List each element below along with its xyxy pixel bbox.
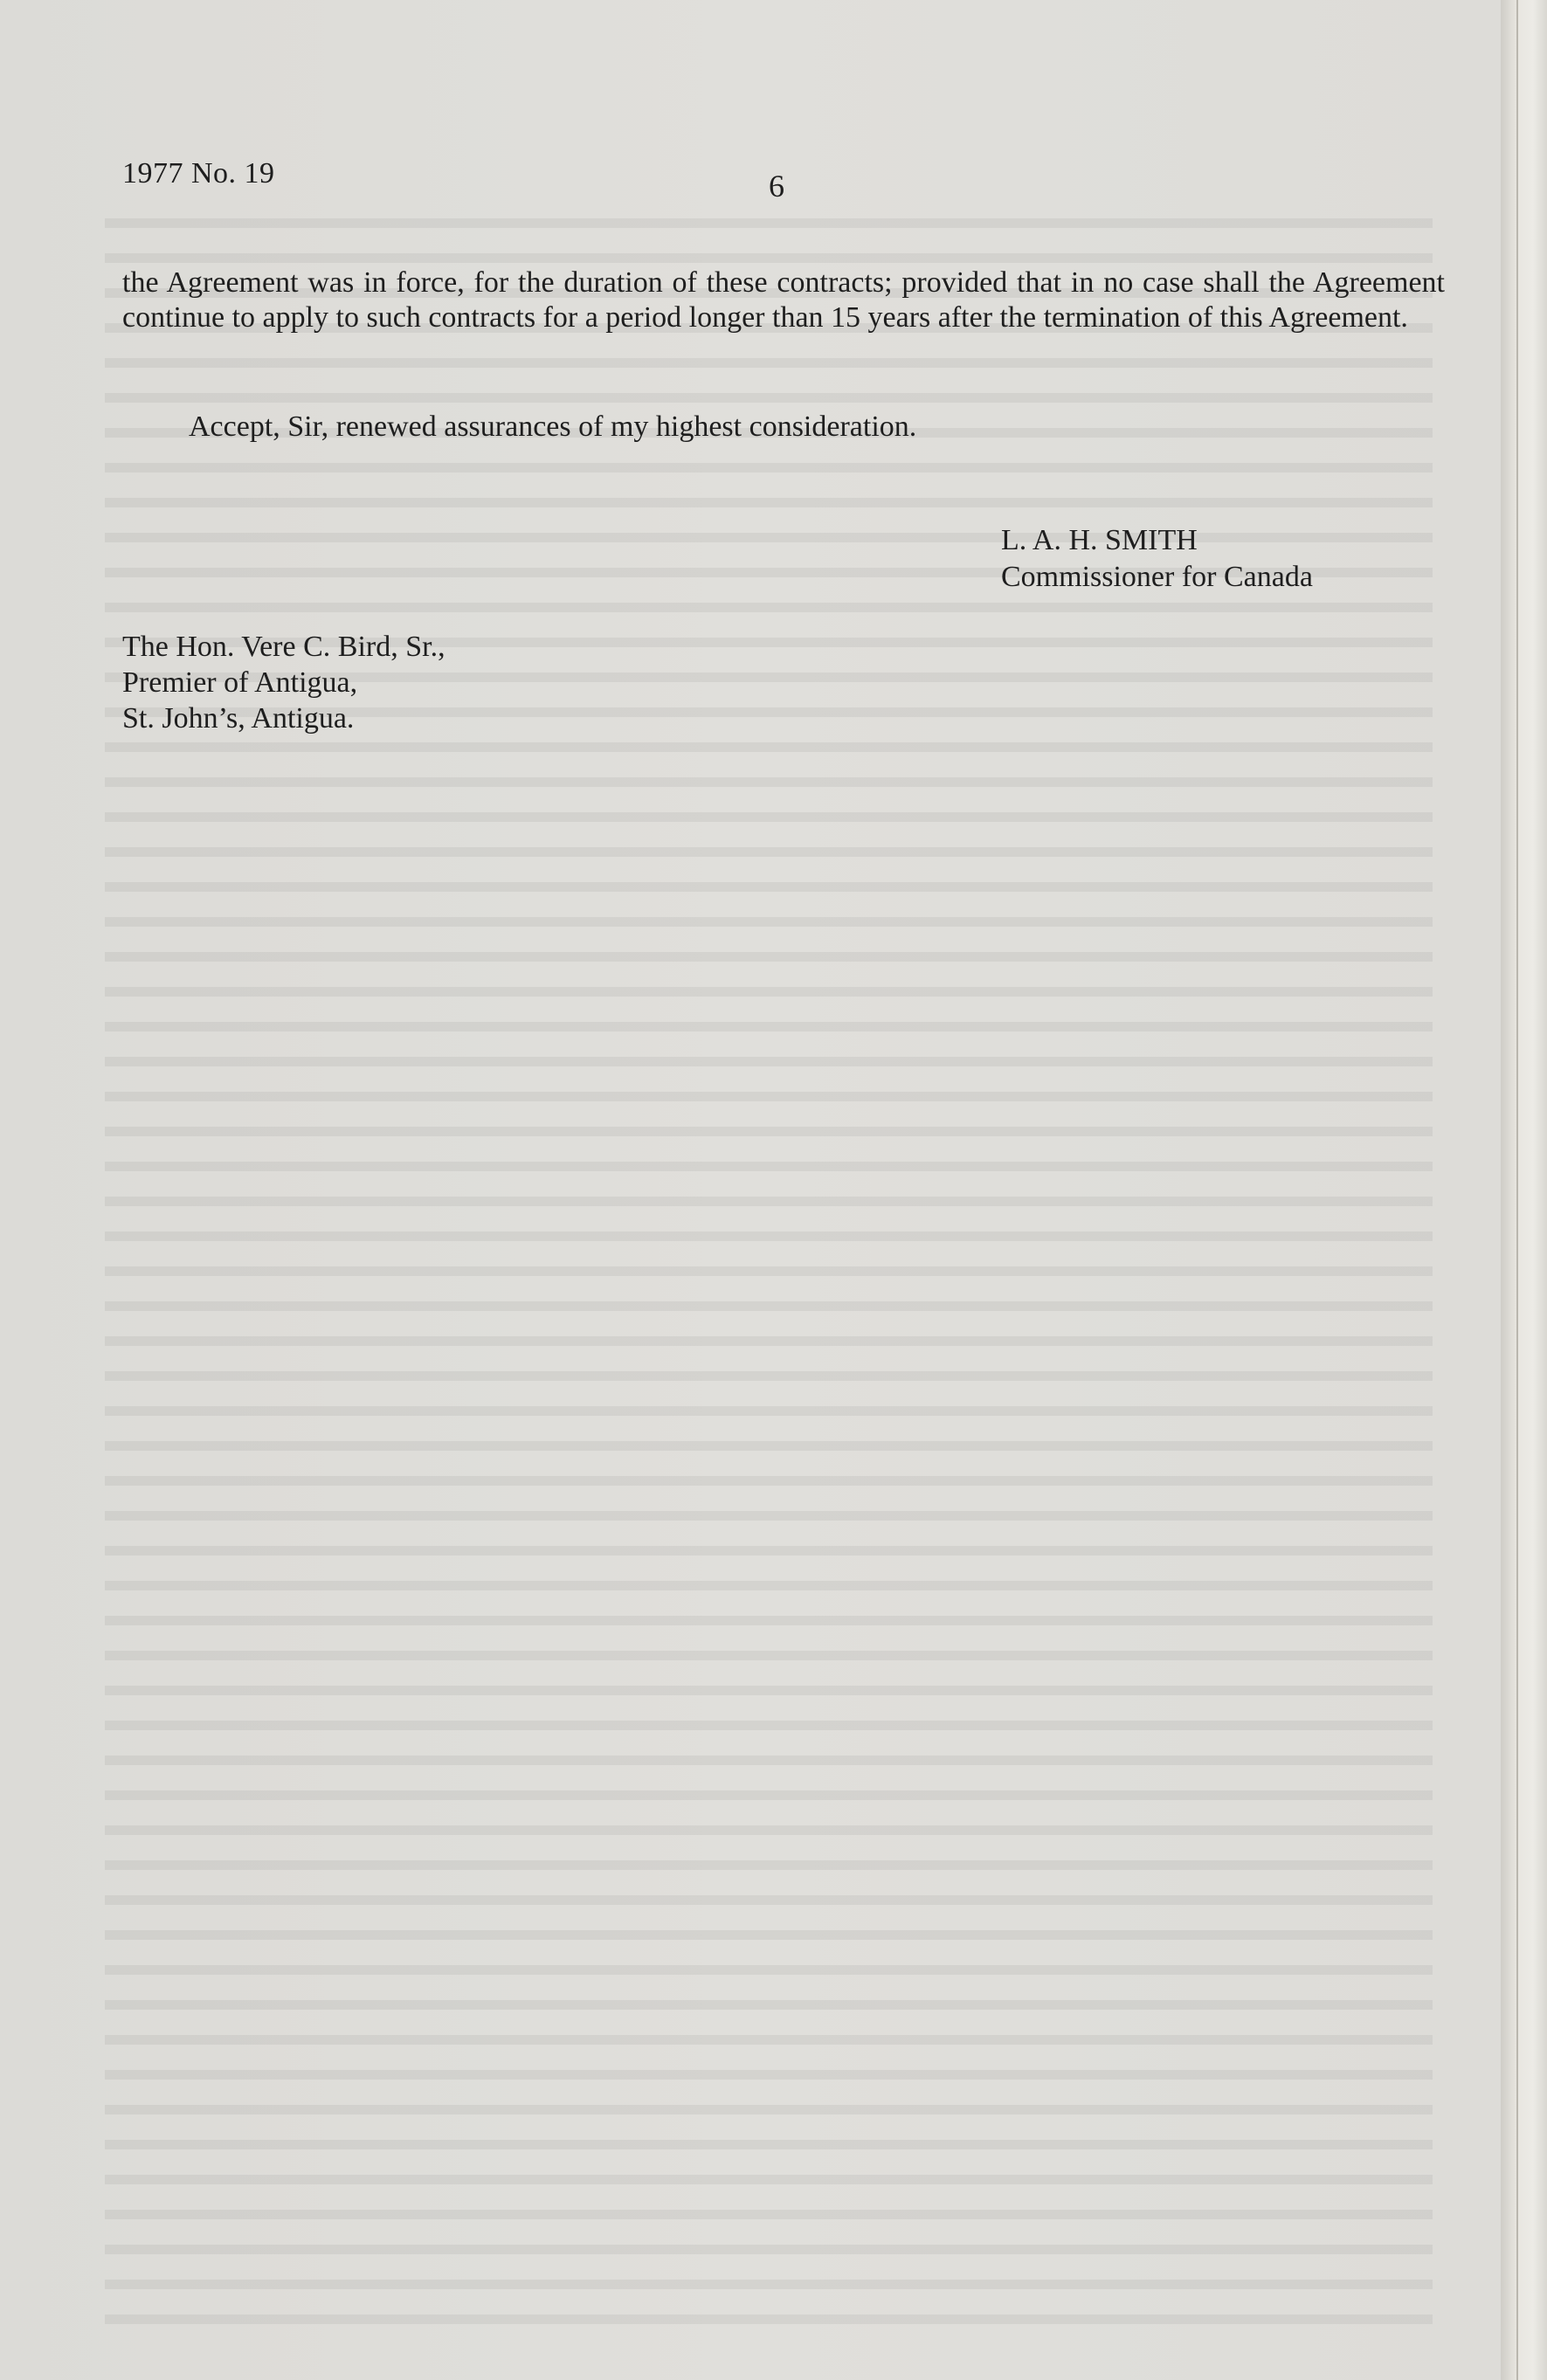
document-reference: 1977 No. 19 <box>122 157 275 190</box>
signature-block <box>1001 522 1313 596</box>
binding-edge-line <box>1516 0 1518 2380</box>
closing-line: Accept, Sir, renewed assurances of my highest consideration. <box>189 410 917 443</box>
addressee-line: St. John’s, Antigua. <box>122 702 355 735</box>
agreement-paragraph: the Agreement was in force, for the duration of these contracts; provided that in no case shall the Agreement continue to apply to such contracts for a period longer than 15 years after the termination of this Agreement. <box>122 266 1445 334</box>
binding-edge <box>1501 0 1547 2380</box>
addressee-block <box>122 629 445 736</box>
signatory-name: L. A. H. SMITH <box>1001 524 1198 556</box>
page-number: 6 <box>769 169 784 204</box>
signatory-title: Commissioner for Canada <box>1001 561 1313 593</box>
addressee-line: The Hon. Vere C. Bird, Sr., <box>122 631 445 663</box>
addressee-line: Premier of Antigua, <box>122 666 358 699</box>
